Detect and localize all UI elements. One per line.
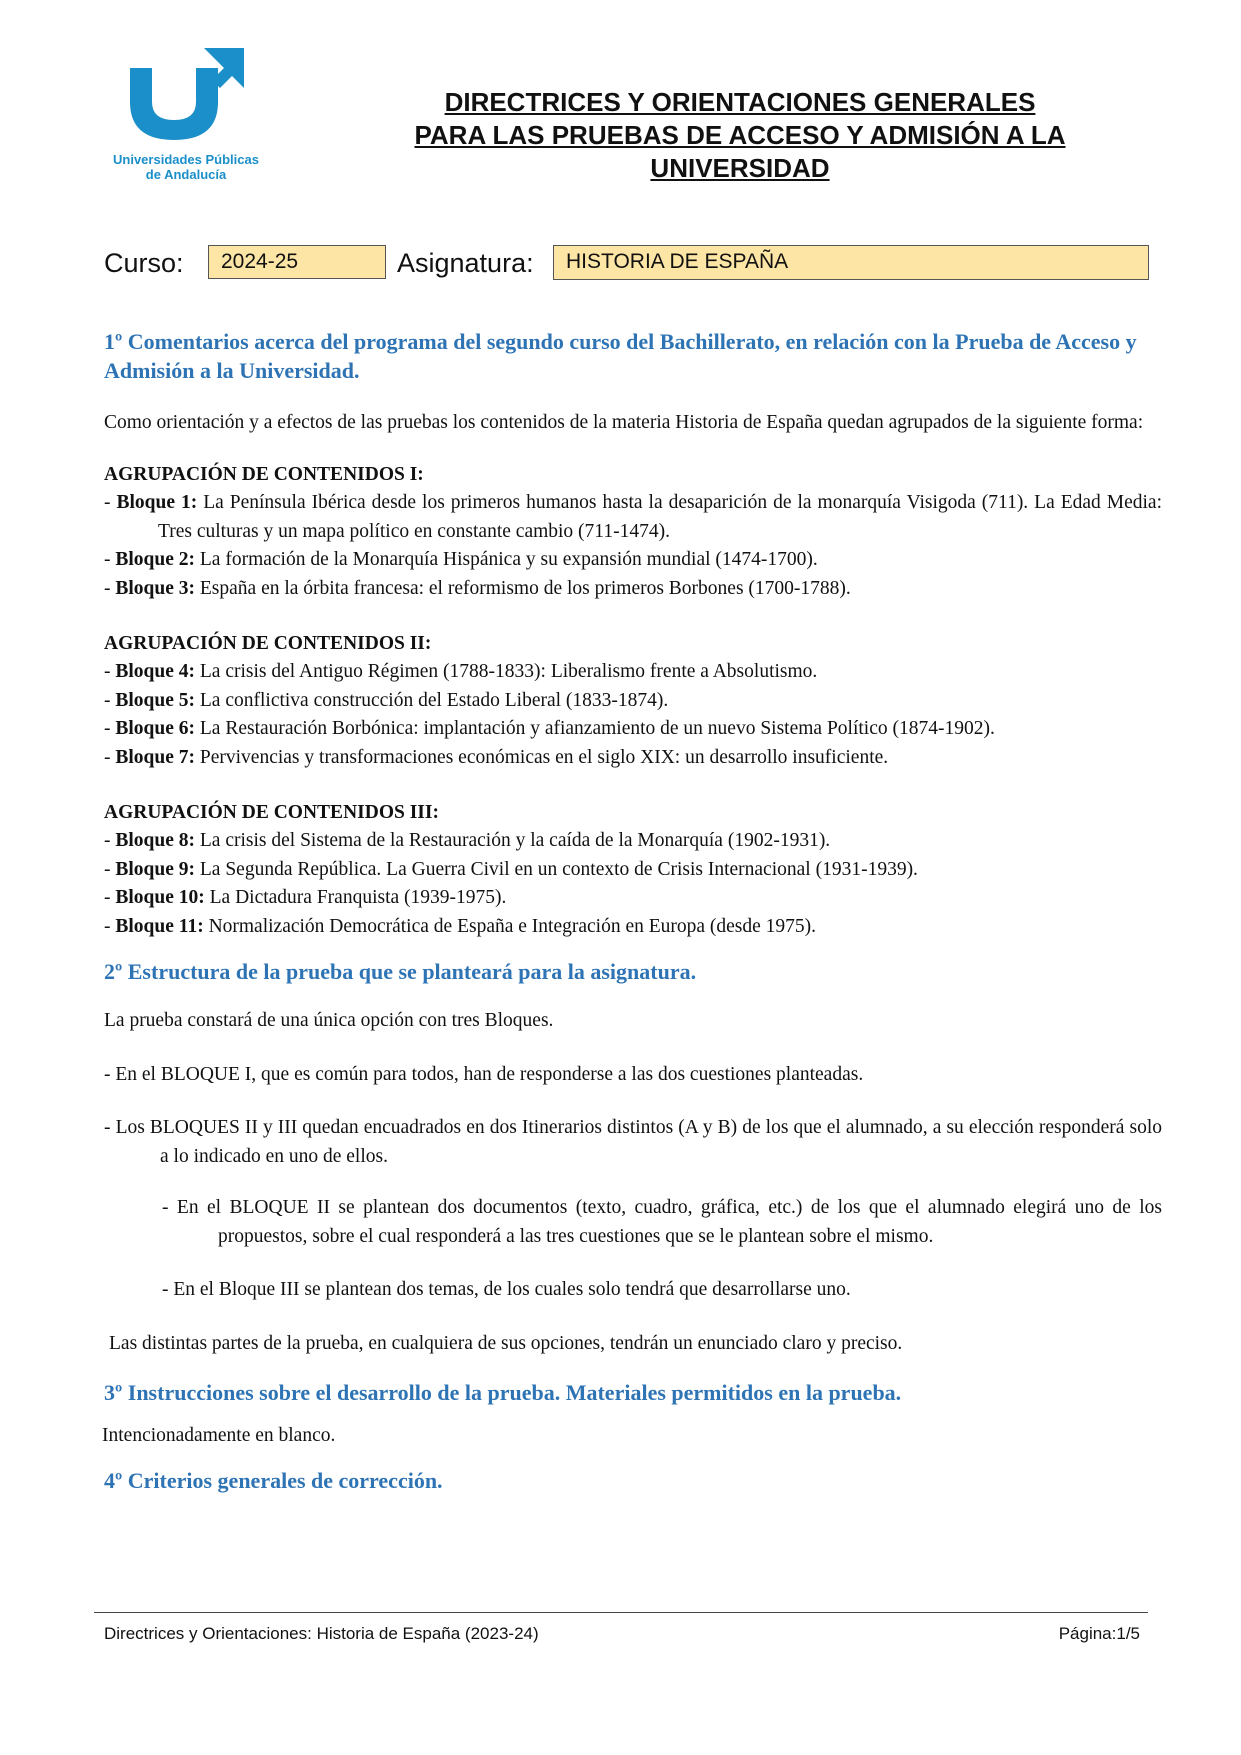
bloque-text: La conflictiva construcción del Estado Liberal (1833-1874).	[199, 689, 669, 711]
bloque-text: España en la órbita francesa: el reformismo de los primeros Borbones (1700-1788).	[199, 577, 851, 599]
bloque-text: La Dictadura Franquista (1939-1975).	[209, 887, 507, 908]
logo-text-line2: de Andalucía	[145, 167, 227, 182]
bloque-text: La crisis del Antiguo Régimen (1788-1833): Liberalismo frente a Absolutismo.	[199, 661, 818, 682]
page-title	[330, 86, 1150, 185]
bloque-1: - Bloque 1: La Península Ibérica desde los primeros humanos hasta la desaparición de la monarquía Visigoda (711). La Edad Media: Tres culturas y un mapa político en constante cambio (711-1474).	[104, 492, 1162, 542]
footer-divider	[94, 1612, 1148, 1613]
logo-text-line1: Universidades Públicas	[113, 152, 259, 167]
section-2-p4: - En el BLOQUE II se plantean dos documentos (texto, cuadro, gráfica, etc.) de los que el alumnado elegirá uno de los propuestos, sobre el cual responderá a las tres cuestiones que se le plantean sobre el mismo.	[162, 1197, 1162, 1247]
content-group-3	[104, 799, 1162, 941]
curso-field: 2024-25	[208, 245, 386, 279]
bloque-label: Bloque 8:	[115, 830, 196, 851]
document-body	[104, 327, 1162, 1495]
curso-label: Curso:	[104, 248, 184, 278]
section-1-heading: 1º Comentarios acerca del programa del segundo curso del Bachillerato, en relación con la Prueba de Acceso y Admisión a la Universidad.	[104, 329, 1137, 383]
title-line-3: UNIVERSIDAD	[650, 153, 830, 183]
bloque-label: Bloque 10:	[115, 887, 205, 908]
bloque-text: La Segunda República. La Guerra Civil en un contexto de Crisis Internacional (1931-1939).	[199, 858, 918, 880]
section-1-intro: Como orientación y a efectos de las pruebas los contenidos de la materia Historia de España quedan agrupados de la siguiente forma:	[104, 412, 1144, 433]
bloque-label: Bloque 3:	[115, 577, 196, 599]
section-2-p1: La prueba constará de una única opción con tres Bloques.	[104, 1010, 554, 1031]
bloque-5: - Bloque 5: La conflictiva construcción del Estado Liberal (1833-1874).	[104, 689, 669, 711]
asignatura-field: HISTORIA DE ESPAÑA	[553, 245, 1149, 280]
bloque-6: - Bloque 6: La Restauración Borbónica: implantación y afianzamiento de un nuevo Sistema Político (1874-1902).	[104, 718, 995, 739]
universidades-andalucia-logo	[96, 40, 276, 190]
section-3-heading: 3º Instrucciones sobre el desarrollo de la prueba. Materiales permitidos en la prueba.	[104, 1380, 902, 1405]
bloque-4: - Bloque 4: La crisis del Antiguo Régimen (1788-1833): Liberalismo frente a Absolutismo.	[104, 661, 818, 682]
bloque-11: - Bloque 11: Normalización Democrática de España e Integración en Europa (desde 1975).	[104, 915, 817, 937]
page-number: Página:1/5	[1058, 1624, 1140, 1643]
footer-left-text: Directrices y Orientaciones: Historia de España (2023-24)	[104, 1624, 539, 1643]
bloque-label: Bloque 2:	[115, 549, 196, 570]
section-4-heading: 4º Criterios generales de corrección.	[104, 1468, 443, 1493]
group-1-title: AGRUPACIÓN DE CONTENIDOS I:	[104, 464, 424, 485]
bloque-7: - Bloque 7: Pervivencias y transformaciones económicas en el siglo XIX: un desarrollo insuficiente.	[104, 746, 889, 768]
bloque-label: Bloque 4:	[115, 661, 196, 682]
bloque-label: Bloque 11:	[115, 915, 204, 937]
u-arrow-logo-icon	[96, 40, 276, 150]
bloque-8: - Bloque 8: La crisis del Sistema de la Restauración y la caída de la Monarquía (1902-1931).	[104, 830, 831, 851]
bloque-3: - Bloque 3: España en la órbita francesa: el reformismo de los primeros Borbones (1700-1788).	[104, 577, 851, 599]
section-2-heading: 2º Estructura de la prueba que se planteará para la asignatura.	[104, 959, 697, 984]
title-line-1: DIRECTRICES Y ORIENTACIONES GENERALES	[444, 87, 1036, 117]
bloque-9: - Bloque 9: La Segunda República. La Guerra Civil en un contexto de Crisis Internacional (1931-1939).	[104, 858, 918, 880]
bloque-label: Bloque 1:	[116, 492, 198, 513]
title-line-2: PARA LAS PRUEBAS DE ACCESO Y ADMISIÓN A LA	[414, 120, 1066, 150]
bloque-text: La Restauración Borbónica: implantación y afianzamiento de un nuevo Sistema Político (1874-1902).	[199, 718, 995, 739]
section-2-p2: - En el BLOQUE I, que es común para todos, han de responderse a las dos cuestiones planteadas.	[104, 1064, 864, 1085]
section-3-text: Intencionadamente en blanco.	[102, 1425, 336, 1446]
bloque-label: Bloque 9:	[115, 858, 196, 880]
bloque-text: Normalización Democrática de España e Integración en Europa (desde 1975).	[208, 915, 817, 937]
group-3-title: AGRUPACIÓN DE CONTENIDOS III:	[104, 802, 439, 823]
bloque-text: Pervivencias y transformaciones económicas en el siglo XIX: un desarrollo insuficiente.	[199, 746, 889, 768]
bloque-label: Bloque 6:	[115, 718, 196, 739]
asignatura-label: Asignatura:	[397, 248, 534, 278]
bloque-text: La formación de la Monarquía Hispánica y su expansión mundial (1474-1700).	[199, 549, 818, 570]
bloque-text: La Península Ibérica desde los primeros humanos hasta la desaparición de la monarquía Visigoda (711). La Edad Media: Tres culturas y un mapa político en constante cambio (711-1474).	[158, 492, 1162, 542]
section-2-p6: Las distintas partes de la prueba, en cualquiera de sus opciones, tendrán un enunciado claro y preciso.	[109, 1333, 903, 1354]
content-group-2	[104, 630, 1162, 772]
bloque-label: Bloque 7:	[115, 746, 196, 768]
group-2-title: AGRUPACIÓN DE CONTENIDOS II:	[104, 633, 432, 654]
section-2-p5: - En el Bloque III se plantean dos temas, de los cuales solo tendrá que desarrollarse uno.	[162, 1279, 851, 1300]
content-group-1	[104, 461, 1162, 603]
bloque-text: La crisis del Sistema de la Restauración y la caída de la Monarquía (1902-1931).	[199, 830, 831, 851]
bloque-10: - Bloque 10: La Dictadura Franquista (1939-1975).	[104, 887, 507, 908]
bloque-label: Bloque 5:	[115, 689, 196, 711]
bloque-2: - Bloque 2: La formación de la Monarquía Hispánica y su expansión mundial (1474-1700).	[104, 549, 818, 570]
section-2-p3: - Los BLOQUES II y III quedan encuadrados en dos Itinerarios distintos (A y B) de los que el alumnado, a su elección responderá solo a lo indicado en uno de ellos.	[104, 1117, 1162, 1167]
